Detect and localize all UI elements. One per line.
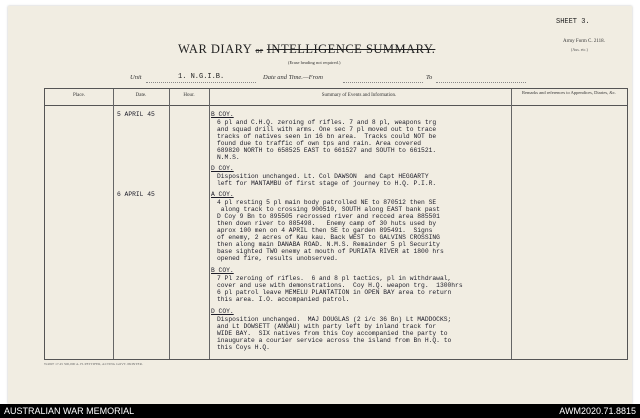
entry-line: this Coys H.Q. <box>217 344 270 351</box>
entry-line: opened fire, results unobserved. <box>217 255 338 262</box>
entry-line: this area. I.O. accompanied patrol. <box>217 296 350 303</box>
entry-line: inaugurate a courier service across the island from Bn H.Q. to <box>217 337 452 344</box>
header-place: Place. <box>72 93 86 98</box>
entry-date: 5 APRIL 45 <box>117 111 155 118</box>
title-war-diary: WAR DIARY <box>178 42 252 56</box>
entry-coy: B COY. <box>211 111 234 118</box>
diary-table <box>44 88 628 360</box>
to-dotted-line <box>436 82 526 83</box>
entry-line: aprox 100 men on 4 APRIL then SE to garden 895491. Signs <box>217 227 433 234</box>
entry-line: then down river to 885498. Enemy camp of 30 huts used by <box>217 220 437 227</box>
unit-value: 1. N.G.I.B. <box>178 73 225 81</box>
entry-line: and Lt DOWSETT (ANGAU) with party left by inland track for <box>217 323 437 330</box>
table-header-row <box>45 89 627 106</box>
caption-accession: AWM2020.71.8815 <box>559 406 636 416</box>
army-form-sub: (Aus. etc.) <box>571 47 588 52</box>
from-dotted-line <box>343 82 423 83</box>
entry-date: 6 APRIL 45 <box>117 191 155 198</box>
title-or: or <box>255 46 264 55</box>
entry-line: base sighted TWO enemy at mouth of PURIATA RIVER at 1800 hrs <box>217 248 444 255</box>
entry-line: 689820 NORTH to 658525 EAST to 661527 and SOUTH to 661521. <box>217 147 437 154</box>
entry-line: left for MANTAMBU of first stage of journey to H.Q. P.I.R. <box>217 180 437 187</box>
column-divider <box>209 89 210 359</box>
printer-imprint: W4997 17.45 500,000 A. H. PETTIFER, ACTING GOVT. PRINTER. <box>44 362 143 366</box>
entry-line: Disposition unchanged. MAJ DOUGLAS (2 i/c 36 Bn) Lt MADDOCKS; <box>217 316 452 323</box>
entry-line: N.M.S. <box>217 154 240 161</box>
form-title <box>178 42 435 57</box>
entry-coy: D COY. <box>211 308 234 315</box>
entry-line: tracks of natives seen in 16 bn area. Tracks could NOT be <box>217 133 437 140</box>
entry-line: 7 Pl zeroing of rifles. 6 and 8 pl tactics, pl in withdrawal, <box>217 275 452 282</box>
date-time-label: Date and Time.—From <box>263 74 323 81</box>
entry-line: Disposition unchanged. Lt. Col DAWSON and Capt HEGGARTY <box>217 173 429 180</box>
column-divider <box>169 89 170 359</box>
entry-line: 4 pl resting 5 pl main body patrolled NE to 870512 then SE <box>217 199 437 206</box>
entry-line: D Coy 9 Bn to 895505 recrossed river and recced area 885501 <box>217 213 440 220</box>
unit-dotted-line <box>146 82 256 83</box>
entry-line: then along main DANABA ROAD. N.M.S. Remainder 5 pl Security <box>217 241 440 248</box>
entry-line: and squad drill with arms. One sec 7 pl moved out to trace <box>217 126 437 133</box>
title-intelligence-summary: INTELLIGENCE SUMMARY. <box>266 42 436 56</box>
sheet-number: SHEET 3. <box>556 18 590 26</box>
entry-line: along track to crossing 900510, SOUTH along EAST bank past <box>217 206 440 213</box>
form-subtitle: (Erase heading not required.) <box>288 60 341 65</box>
caption-bar <box>0 404 640 418</box>
entry-line: of enemy, 2 acres of Kau kau. Back WEST to GALVINS CROSSING <box>217 234 440 241</box>
header-summary: Summary of Events and Information. <box>321 93 397 98</box>
army-form-label: Army Form C. 2118. <box>563 39 605 44</box>
entry-coy: D COY. <box>211 165 234 172</box>
entry-line: 6 pl patrol leave MEMELU PLANTATION in OPEN BAY area to return <box>217 289 452 296</box>
unit-label: Unit <box>130 74 142 81</box>
entry-coy: A COY. <box>211 191 234 198</box>
entry-line: cover and use with demonstrations. Coy H.Q. weapon trg. 1300hrs <box>217 282 463 289</box>
header-remarks: Remarks and references to Appendices, Diaries, &c. <box>521 90 617 95</box>
entry-line: WIDE BAY. SIX natives from this Coy accompanied the party to <box>217 330 448 337</box>
entry-line: 6 pl and C.H.Q. zeroing of rifles. 7 and 8 pl, weapons trg <box>217 119 437 126</box>
diary-sheet <box>8 6 632 404</box>
header-date: Date. <box>135 93 147 98</box>
column-divider <box>113 89 114 359</box>
entry-coy: B COY. <box>211 267 234 274</box>
to-label: To <box>426 74 433 81</box>
header-hour: Hour. <box>183 93 195 98</box>
entry-line: found due to traffic of own tps and rain. Area covered <box>217 140 422 147</box>
caption-source: AUSTRALIAN WAR MEMORIAL <box>4 406 135 416</box>
column-divider <box>511 89 512 359</box>
